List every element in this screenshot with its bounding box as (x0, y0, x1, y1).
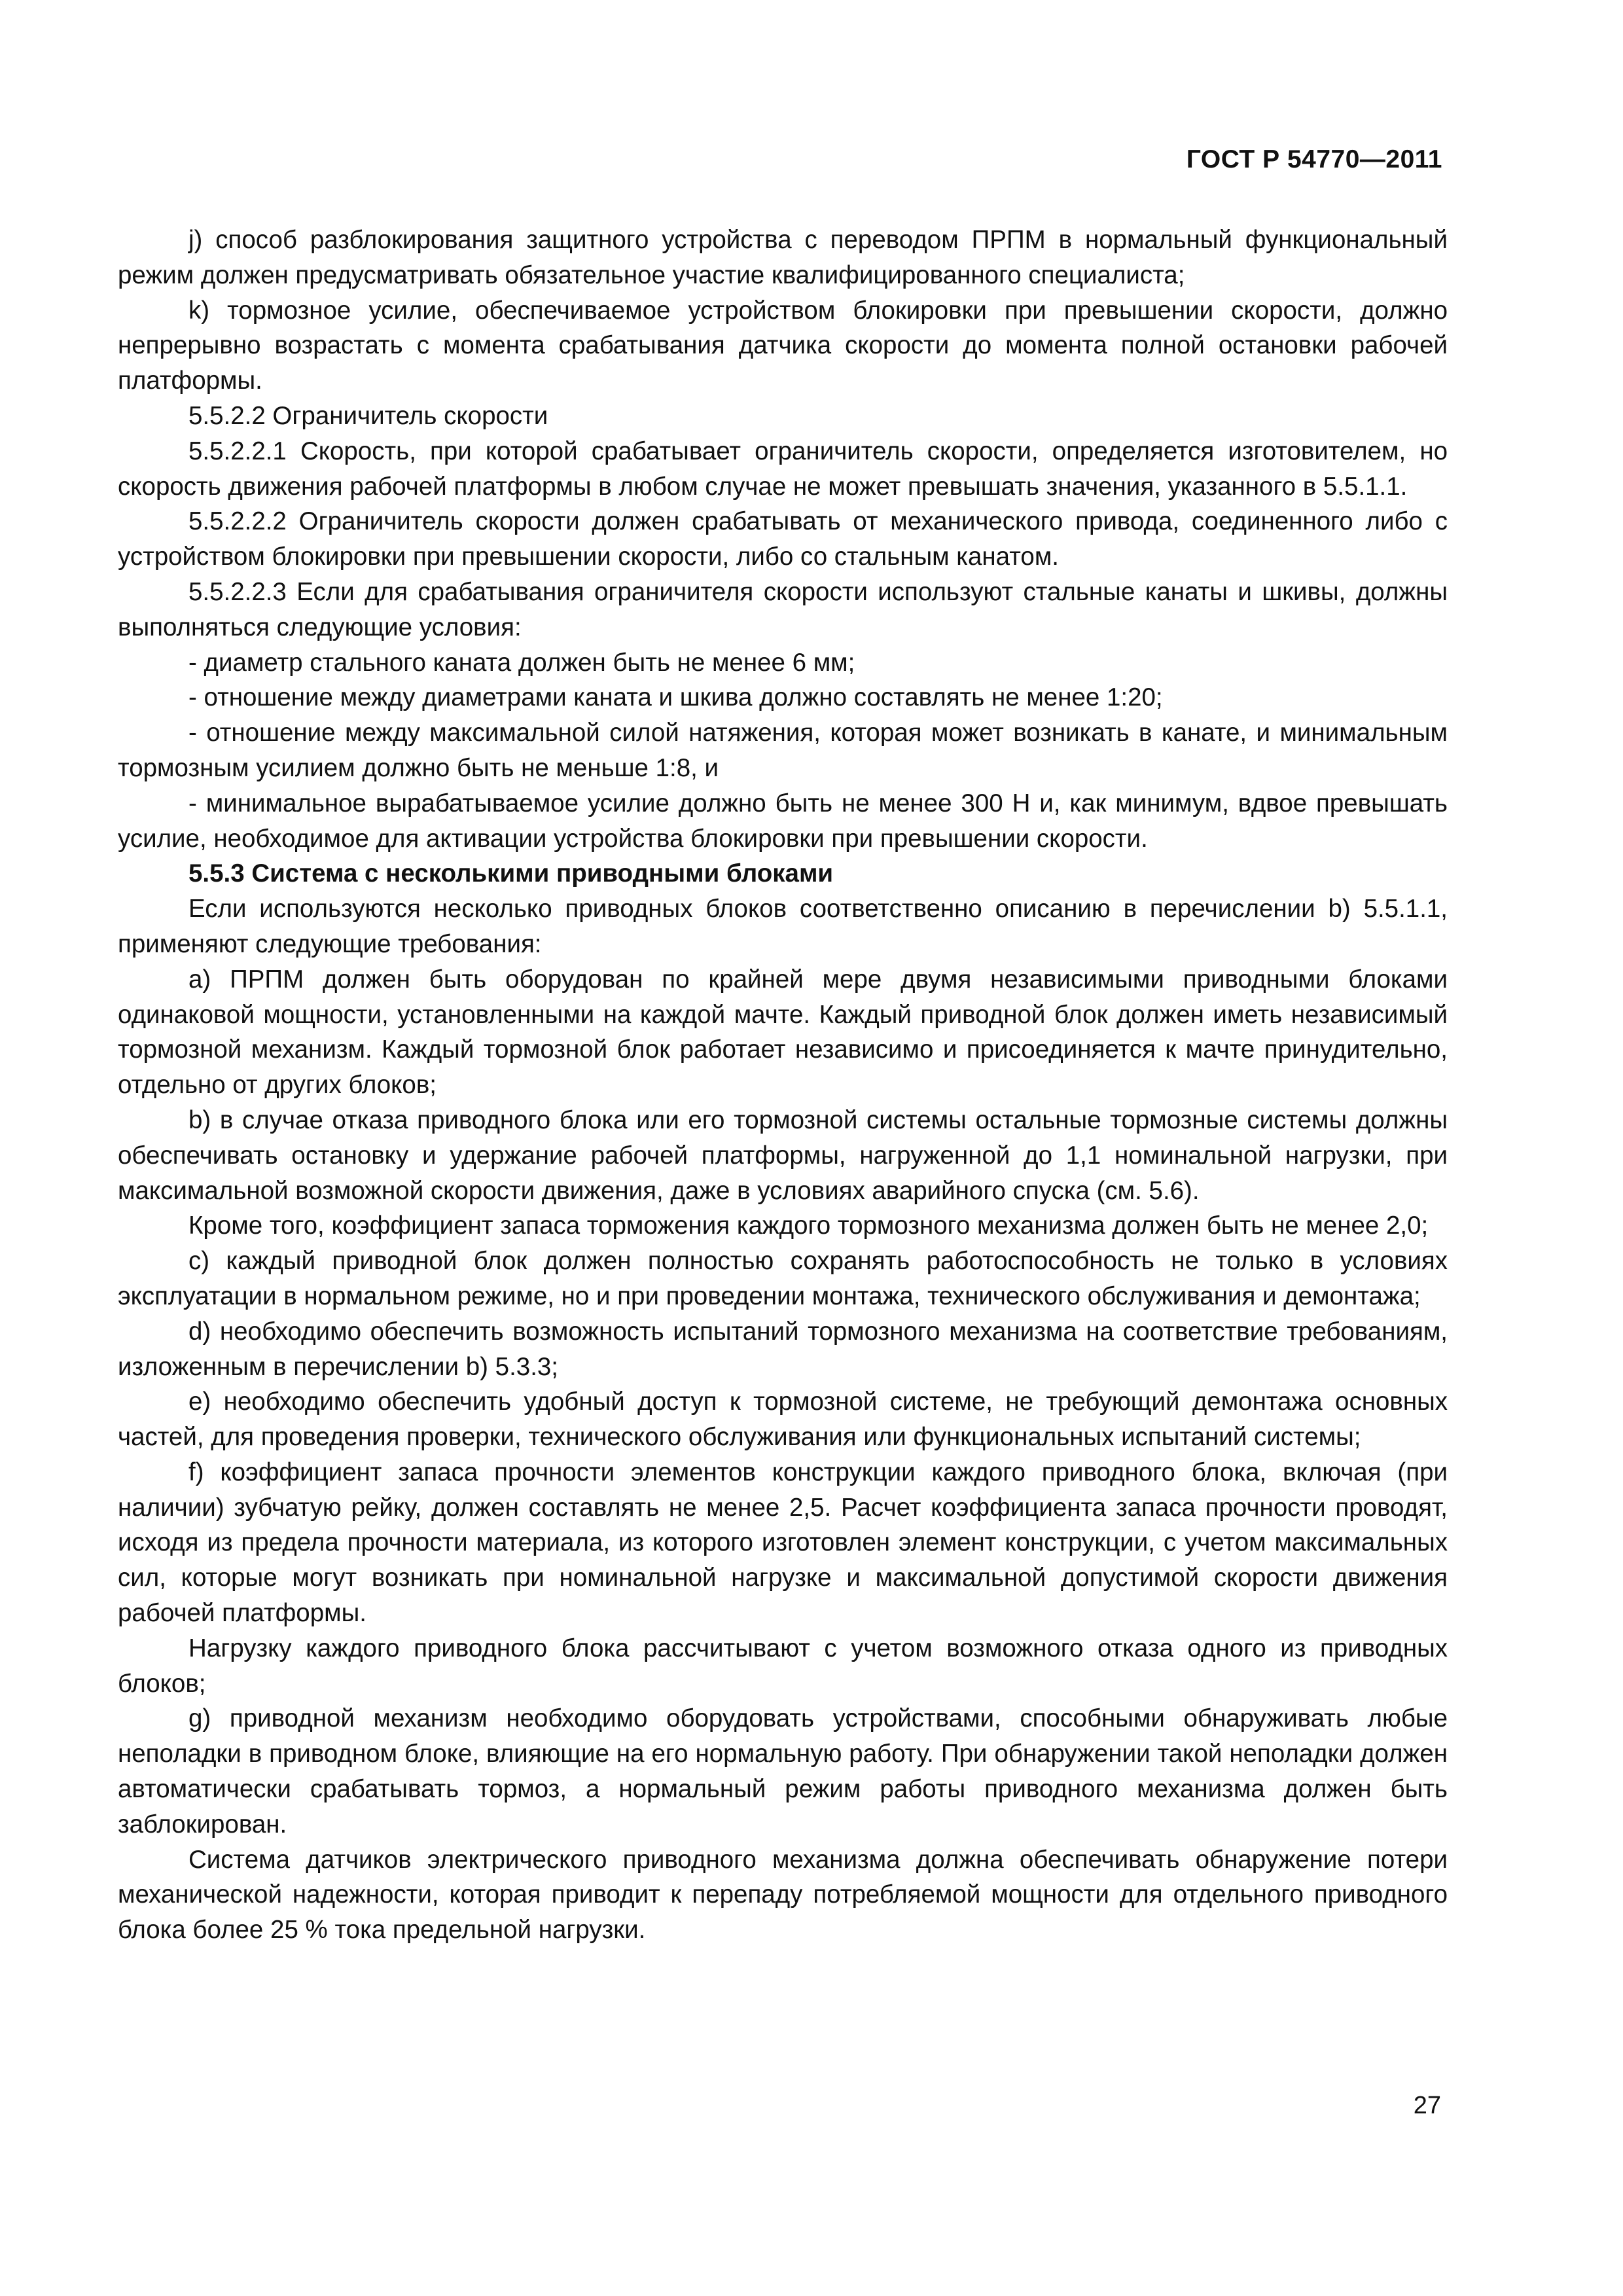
body-paragraph: Система датчиков электрического приводного механизма должна обеспечивать обнаружение потери механической надежности, которая приводит к перепаду потребляемой мощности для отдельного приводного блока более 25 % тока предельной нагрузки. (118, 1845, 1448, 1945)
body-paragraph: Кроме того, коэффициент запаса торможения каждого тормозного механизма должен быть не менее 2,0; (188, 1211, 1429, 1240)
body-paragraph: 5.5.2.2.1 Скорость, при которой срабатывает ограничитель скорости, определяется изготовителем, но скорость движения рабочей платформы в любом случае не может превышать значения, указанного в 5.5.1.1. (118, 437, 1448, 501)
body-paragraph: j) способ разблокирования защитного устройства с переводом ПРПМ в нормальный функциональный режим должен предусматривать обязательное участие квалифицированного специалиста; (118, 226, 1448, 289)
body-paragraph: a) ПРПМ должен быть оборудован по крайней мере двумя независимыми приводными блоками одинаковой мощности, установленными на каждой мачте. Каждый приводной блок должен иметь независимый тормозной механизм. Каждый тормозной блок работает независимо и присоединяется к мачте принудительно, отдельно от других блоков; (118, 965, 1448, 1100)
body-paragraph: g) приводной механизм необходимо оборудовать устройствами, способными обнаруживать любые неполадки в приводном блоке, влияющие на его нормальную работу. При обнаружении такой неполадки должен автоматически срабатывать тормоз, а нормальный режим работы приводного механизма должен быть заблокирован. (118, 1704, 1448, 1839)
body-paragraph: 5.5.2.2.2 Ограничитель скорости должен срабатывать от механического привода, соединенного либо с устройством блокировки при превышении скорости, либо со стальным канатом. (118, 507, 1448, 571)
body-paragraph: - отношение между максимальной силой натяжения, которая может возникать в канате, и минимальным тормозным усилием должно быть не меньше 1:8, и (118, 719, 1448, 782)
page-number: 27 (1413, 2092, 1441, 2119)
body-paragraph: k) тормозное усилие, обеспечиваемое устройством блокировки при превышении скорости, должно непрерывно возрастать с момента срабатывания датчика скорости до момента полной остановки рабочей платформы. (118, 296, 1448, 395)
body-paragraph: d) необходимо обеспечить возможность испытаний тормозного механизма на соответствие требованиям, изложенным в перечислении b) 5.3.3; (118, 1317, 1448, 1381)
document-body (118, 223, 1448, 1948)
document-header-id: ГОСТ Р 54770—2011 (1186, 145, 1442, 173)
body-paragraph: Если используются несколько приводных блоков соответственно описанию в перечислении b) 5.5.1.1, применяют следующие требования: (118, 895, 1448, 958)
body-paragraph: 5.5.2.2.3 Если для срабатывания ограничителя скорости используют стальные канаты и шкивы, должны выполняться следующие условия: (118, 577, 1448, 641)
body-paragraph: - диаметр стального каната должен быть не менее 6 мм; (188, 648, 855, 677)
body-paragraph: 5.5.2.2 Ограничитель скорости (188, 401, 548, 430)
body-paragraph: Нагрузку каждого приводного блока рассчитывают с учетом возможного отказа одного из приводных блоков; (118, 1634, 1448, 1698)
body-paragraph: - отношение между диаметрами каната и шкива должно составлять не менее 1:20; (188, 683, 1163, 712)
section-heading: 5.5.3 Система с несколькими приводными блоками (188, 859, 834, 888)
body-paragraph: c) каждый приводной блок должен полностью сохранять работоспособность не только в условиях эксплуатации в нормальном режиме, но и при проведении монтажа, технического обслуживания и демонтажа; (118, 1247, 1448, 1310)
body-paragraph: - минимальное вырабатываемое усилие должно быть не менее 300 Н и, как минимум, вдвое превышать усилие, необходимое для активации устройства блокировки при превышении скорости. (118, 789, 1448, 853)
body-paragraph: b) в случае отказа приводного блока или его тормозной системы остальные тормозные системы должны обеспечивать остановку и удержание рабочей платформы, нагруженной до 1,1 номинальной нагрузки, при максимальной возможной скорости движения, даже в условиях аварийного спуска (см. 5.6). (118, 1105, 1448, 1205)
body-paragraph: f) коэффициент запаса прочности элементов конструкции каждого приводного блока, включая (при наличии) зубчатую рейку, должен составлять не менее 2,5. Расчет коэффициента запаса прочности проводят, исходя из предела прочности материала, из которого изготовлен элемент конструкции, с учетом максимальных сил, которые могут возникать при номинальной нагрузке и максимальной допустимой скорости движения рабочей платформы. (118, 1458, 1448, 1628)
body-paragraph: e) необходимо обеспечить удобный доступ к тормозной системе, не требующий демонтажа основных частей, для проведения проверки, технического обслуживания или функциональных испытаний системы; (118, 1388, 1448, 1452)
